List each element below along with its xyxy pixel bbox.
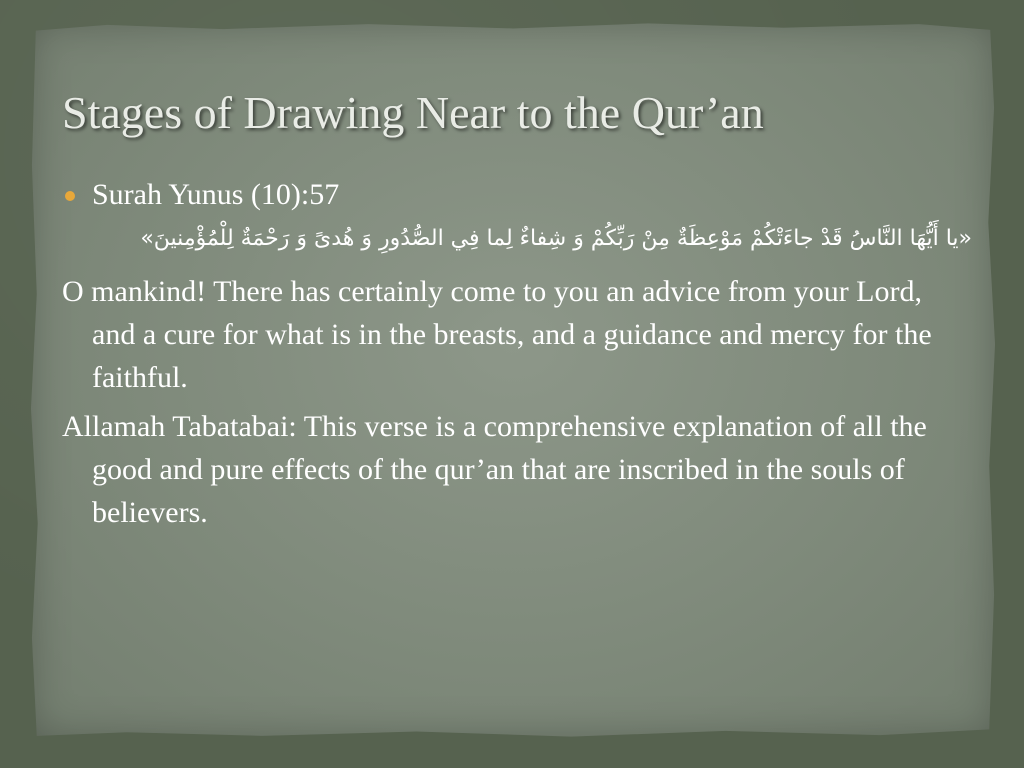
slide-title: Stages of Drawing Near to the Qur’an xyxy=(62,87,764,138)
arabic-verse: «يا أَيُّهَا النَّاسُ قَدْ جاءَتْكُمْ مَوْعِظَةٌ مِنْ رَبِّكُمْ وَ شِفاءٌ لِما فِي الصُّدُورِ وَ هُدىً وَ رَحْمَةٌ لِلْمُؤْمِنينَ» xyxy=(140,226,972,251)
bullet-dot-icon xyxy=(65,191,75,201)
slide-content xyxy=(62,176,972,540)
bullet-item xyxy=(62,176,972,214)
verse-translation: O mankind! There has certainly come to you an advice from your Lord, and a cure for what is in the breasts, and a guidance and mercy for the faithful. xyxy=(62,275,932,394)
bullet-text: Surah Yunus (10):57 xyxy=(92,178,340,211)
commentary-paragraph: Allamah Tabatabai: This verse is a comprehensive explanation of all the good and pure effects of the qur’an that are inscribed in the souls of believers. xyxy=(62,410,927,529)
